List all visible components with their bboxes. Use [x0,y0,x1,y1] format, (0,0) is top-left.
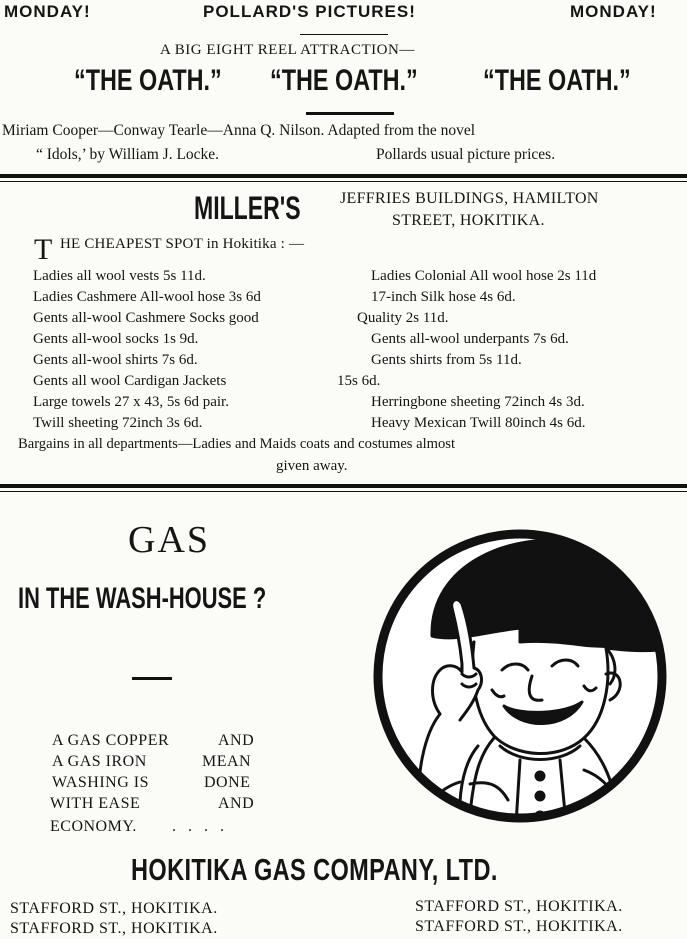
idols-line: “ Idols,’ by William J. Locke. [36,146,220,163]
intro-dropcap: T [34,233,53,266]
price-item: Gents shirts from 5s 11d. [371,352,522,368]
price-item: Gents all-wool shirts 7s 6d. [33,352,198,368]
section-rule-thin [0,491,687,492]
header-divider [300,34,388,35]
gas-body-line: A GAS COPPER [52,732,170,749]
pollards-title: POLLARD'S PICTURES! [203,2,416,21]
millers-address-1: JEFFRIES BUILDINGS, HAMILTON [340,190,599,207]
oath-title-2: “THE OATH.” [270,64,418,97]
millers-address-2: STREET, HOKITIKA. [392,212,545,229]
bargains-line-2: given away. [276,458,348,474]
millers-name: MILLER'S [194,190,301,226]
price-item: Gents all-wool socks 1s 9d. [33,331,199,347]
monday-left: MONDAY! [4,2,91,21]
gas-body-line-end: . . . . [172,818,228,835]
intro-line: HE CHEAPEST SPOT in Hokitika : — [60,236,305,252]
oath-title-1: “THE OATH.” [74,64,222,97]
monday-right: MONDAY! [570,2,657,21]
price-item: Ladies all wool vests 5s 11d. [33,268,206,284]
price-item: 15s 6d. [337,373,381,389]
clown-pointing-illustration [370,524,687,836]
gas-address: STAFFORD ST., HOKITIKA. [415,898,623,915]
price-item: 17-inch Silk hose 4s 6d. [371,289,516,305]
section-rule [0,174,687,178]
price-item: Ladies Cashmere All-wool hose 3s 6d [33,289,261,305]
attraction-line: A BIG EIGHT REEL ATTRACTION— [160,42,415,58]
price-item: Gents all-wool underpants 7s 6d. [371,331,569,347]
gas-body-line-end: MEAN [202,753,252,770]
gas-body-line: WITH EASE [50,795,141,812]
price-item: Herringbone sheeting 72inch 4s 3d. [371,394,585,410]
price-item: Gents all-wool Cashmere Socks good [33,310,259,326]
section-rule [0,484,687,488]
oath-divider [306,112,394,115]
section-rule-thin [0,181,687,182]
price-item: Gents all wool Cardigan Jackets [33,373,227,389]
gas-body-line: WASHING IS [52,774,149,791]
gas-company-name: HOKITIKA GAS COMPANY, LTD. [131,852,498,887]
gas-body-line-end: AND [218,732,255,749]
oath-title-3: “THE OATH.” [483,64,631,97]
price-item: Ladies Colonial All wool hose 2s 11d [371,268,597,284]
price-item: Twill sheeting 72inch 3s 6d. [33,415,203,431]
gas-address: STAFFORD ST., HOKITIKA. [415,918,623,935]
price-item: Heavy Mexican Twill 80inch 4s 6d. [371,415,586,431]
gas-address: STAFFORD ST., HOKITIKA. [10,920,218,937]
prices-line: Pollards usual picture prices. [376,146,556,163]
gas-divider [132,677,172,680]
gas-body-line-end: AND [218,795,255,812]
cast-line: Miriam Cooper—Conway Tearle—Anna Q. Nilson. Adapted from the novel [2,122,476,139]
gas-title: GAS [128,519,211,561]
gas-body-line: ECONOMY. [50,818,137,835]
price-item: Large towels 27 x 43, 5s 6d pair. [33,394,229,410]
gas-subtitle: IN THE WASH-HOUSE ? [18,582,267,615]
gas-body-line: A GAS IRON [52,753,147,770]
price-item: Quality 2s 11d. [357,310,449,326]
bargains-line: Bargains in all departments—Ladies and Maids coats and costumes almost [18,436,456,452]
gas-body-line-end: DONE [204,774,251,791]
gas-address: STAFFORD ST., HOKITIKA. [10,900,218,917]
